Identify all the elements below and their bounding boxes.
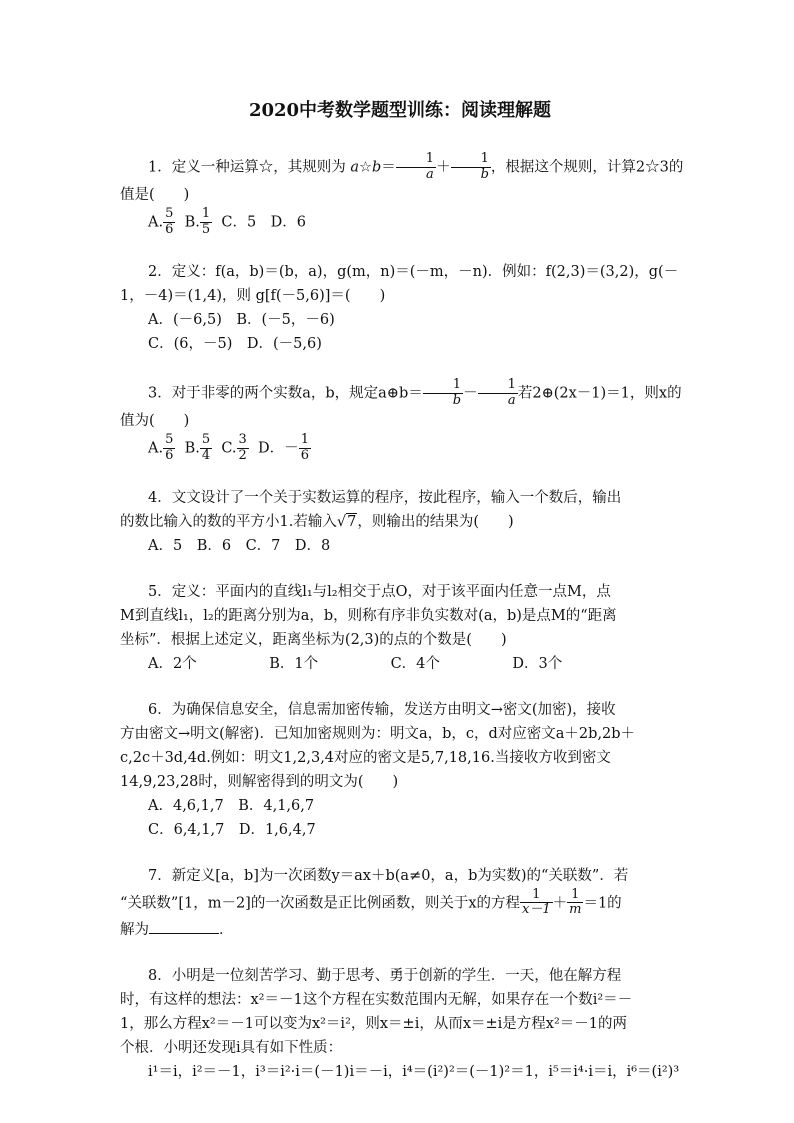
question-3-stem: 3．对于非零的两个实数a，b，规定a⊕b＝ $\frac{1}{b}$ － $\frac{1}{a}$ 若2⊕(2x－1)＝1，则x的 [148,376,682,408]
question-7 [120,864,680,943]
fraction-1-over-a: $\frac{1}{a}$ [396,152,436,183]
fraction-5-over-4: $\frac{5}{4}$ [201,431,211,463]
question-2 [120,260,680,356]
question-8-stem-cont-2: 1，那么方程x²＝－1可以变为x²＝i²，则x＝±i，从而x＝±i是方程x²＝－1的两 [120,1016,628,1033]
question-6-stem-cont-3: 14,9,23,28时，则解密得到的明文为( ) [120,773,399,790]
question-5-stem: 5．定义：平面内的直线l₁与l₂相交于点O，对于该平面内任意一点M，点 [148,583,611,600]
question-7-answer-line: 解为 ． [120,922,234,939]
question-7-stem-cont: “关联数”[1，m－2]的一次函数是正比例函数，则关于x的方程 $\frac{1}{x-1}$ ＋ $\frac{1}{m}$ ＝1的 [120,886,622,918]
fraction-5-over-6: $\frac{5}{6}$ [165,431,174,463]
question-8-properties: i¹＝i，i²＝－1，i³＝i²·i＝(－1)i＝－i，i⁴＝(i²)²＝(－1)²＝1，i⁵＝i⁴·i＝i，i⁶＝(i²)³ [148,1064,680,1081]
fraction-1-over-x-minus-1: $\frac{1}{x-1}$ [522,886,551,918]
document-page [120,96,684,1106]
question-3-stem-cont: 值为( ) [120,412,190,429]
question-8 [120,964,680,1084]
sqrt-7: √7 [336,513,357,530]
fraction-1-over-5: $\frac{1}{5}$ [201,205,211,237]
question-4-options: A．5 B．6 C．7 D．8 [148,537,331,554]
fraction-5-over-6: $\frac{5}{6}$ [165,205,174,237]
fraction-1-over-m: $\frac{1}{m}$ [569,886,582,918]
question-6-options-ab: A．4,6,1,7 B．4,1,6,7 [148,797,315,814]
question-6 [120,698,680,842]
question-1-options: A. $\frac{5}{6}$ B. $\frac{1}{5}$ C．5 D．6 [148,205,307,237]
fraction-1-over-a: $\frac{1}{a}$ [478,378,518,409]
question-2-options-ab: A．(－6,5) B．(－5，－6) [148,311,335,328]
fraction-1-over-b: $\frac{1}{b}$ [423,378,463,409]
question-5 [120,580,680,676]
question-8-stem-cont: 时，有这样的想法：x²＝－1这个方程在实数范围内无解，如果存在一个数i²＝－ [120,992,633,1009]
question-1-stem-cont: 值是( ) [120,186,190,203]
question-3 [120,378,680,464]
question-1 [120,151,684,238]
question-1-stem: 1．定义一种运算☆，其规则为 a☆b＝ $\frac{1}{a}$ ＋ $\frac{1}{b}$ ，根据这个规则，计算2☆3的 [148,151,684,182]
fraction-3-over-2: $\frac{3}{2}$ [238,431,247,463]
question-2-stem: 2．定义：f(a，b)＝(b，a)，g(m，n)＝(－m，－n)．例如：f(2,3)＝(3,2)，g(－ [148,263,679,280]
question-4-stem-cont: 的数比输入的数的平方小1.若输入√7，则输出的结果为( ) [120,510,680,534]
answer-blank[interactable] [149,933,219,934]
question-2-options-cd: C．(6，－5) D．(－5,6) [148,335,322,352]
fraction-1-over-b: $\frac{1}{b}$ [451,152,491,183]
question-5-stem-cont: M到直线l₁，l₂的距离分别为a，b，则称有序非负实数对(a，b)是点M的“距离 [120,607,617,624]
question-6-stem: 6．为确保信息安全，信息需加密传输，发送方由明文→密文(加密)，接收 [148,701,616,718]
page-title: 2020中考数学题型训练：阅读理解题 [248,100,552,121]
question-5-stem-cont-2: 坐标”．根据上述定义，距离坐标为(2,3)的点的个数是( ) [120,631,507,648]
question-3-options: A. $\frac{5}{6}$ B. $\frac{5}{4}$ C. $\frac{3}{2}$ D．－ $\frac{1}{6}$ [148,431,309,463]
question-6-stem-cont: 方由密文→明文(解密)．已知加密规则为：明文a，b，c，d对应密文a＋2b,2b＋ [120,725,636,742]
question-6-options-cd: C．6,4,1,7 D．1,6,4,7 [148,821,316,838]
question-4 [120,486,680,558]
question-2-stem-cont: 1，－4)＝(1,4)，则 g[f(－5,6)]＝( ) [120,287,386,304]
question-8-stem-cont-3: 个根．小明还发现i具有如下性质： [120,1040,343,1057]
fraction-1-over-6: $\frac{1}{6}$ [300,431,309,463]
question-6-stem-cont-2: c,2c＋3d,4d.例如：明文1,2,3,4对应的密文是5,7,18,16.当接收方收到密文 [120,749,611,766]
question-4-stem: 4．文文设计了一个关于实数运算的程序，按此程序，输入一个数后，输出 [148,489,622,506]
question-8-stem: 8．小明是一位刻苦学习、勤于思考、勇于创新的学生．一天，他在解方程 [148,968,622,985]
question-5-options: A．2个 B．1个 C．4个 D．3个 [148,655,563,672]
question-7-stem: 7．新定义[a，b]为一次函数y＝ax＋b(a≠0，a，b为实数)的“关联数”．若 [148,867,629,884]
